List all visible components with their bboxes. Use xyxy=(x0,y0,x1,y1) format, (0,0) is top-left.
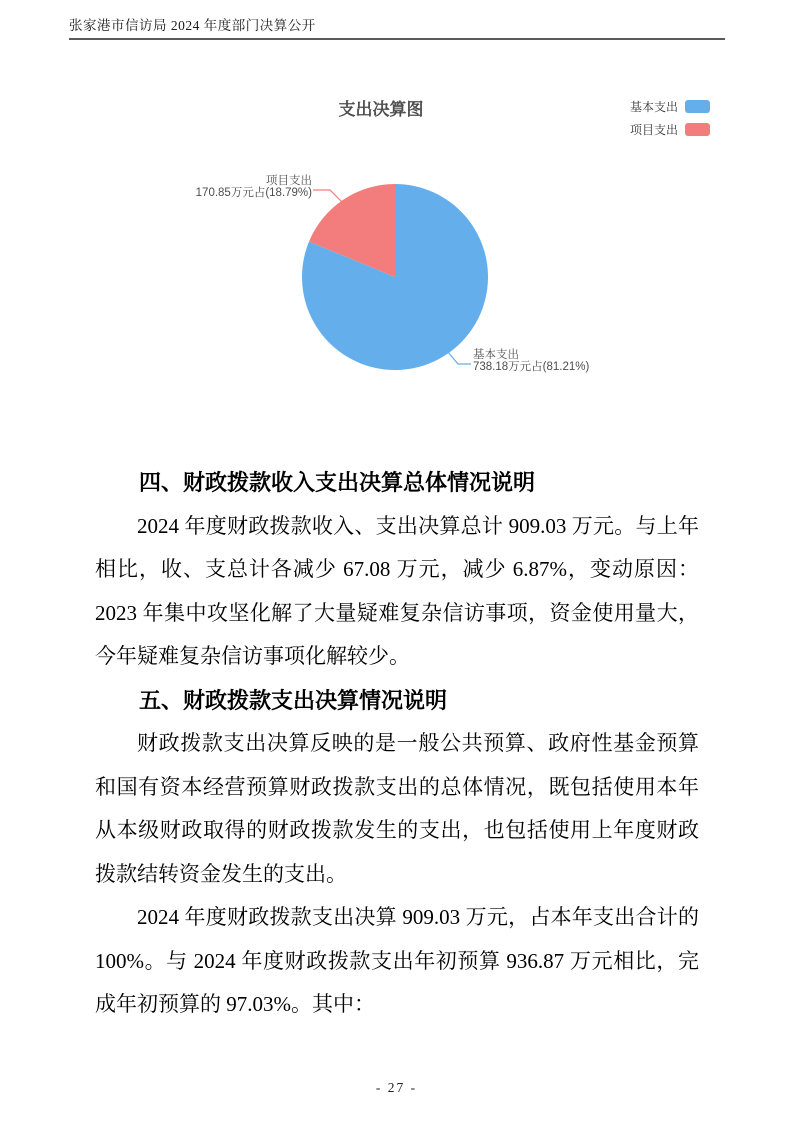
leader-line-basic xyxy=(448,352,471,364)
section5-paragraph-2: 2024 年度财政拨款支出决算 909.03 万元，占本年支出合计的 100%。与 2024 年度财政拨款支出年初预算 936.87 万元相比，完成年初预算的 97.03%。其中： xyxy=(95,905,699,1016)
section4-paragraph: 2024 年度财政拨款收入、支出决算总计 909.03 万元。与上年相比，收、支总计各减少 67.08 万元，减少 6.87%，变动原因：2023 年集中攻坚化解了大量疑难复杂信访事项，资金使用量大，今年疑难复杂信访事项化解较少。 xyxy=(95,513,699,668)
pie-label-project-name: 项目支出 xyxy=(266,175,312,187)
pie-label-basic xyxy=(473,349,589,373)
pie-label-basic-value: 738.18万元占(81.21%) xyxy=(473,361,590,373)
pie-label-project-value: 170.85万元占(18.79%) xyxy=(195,187,312,199)
document-header-title: 张家港市信访局 2024 年度部门决算公开 xyxy=(69,18,316,33)
header-rule xyxy=(69,38,725,40)
pie-label-project xyxy=(196,175,312,199)
legend-label-basic: 基本支出 xyxy=(629,99,678,114)
section4-heading: 四、财政拨款收入支出决算总体情况说明 xyxy=(139,470,536,495)
pie-label-basic-name: 基本支出 xyxy=(473,349,519,361)
document-body xyxy=(95,461,699,1027)
section5-paragraph-1: 财政拨款支出决算反映的是一般公共预算、政府性基金预算和国有资本经营预算财政拨款支出的总体情况，既包括使用本年从本级财政取得的财政拨款发生的支出，也包括使用上年度财政拨款结转资金发生的支出。 xyxy=(95,731,699,886)
page-number: - 27 - xyxy=(375,1080,418,1095)
expenditure-pie-chart xyxy=(185,85,745,415)
section5-heading: 五、财政拨款支出决算情况说明 xyxy=(139,687,448,713)
legend-label-project: 项目支出 xyxy=(629,122,678,137)
pie-svg xyxy=(185,85,745,415)
chart-title: 支出决算图 xyxy=(338,100,424,119)
